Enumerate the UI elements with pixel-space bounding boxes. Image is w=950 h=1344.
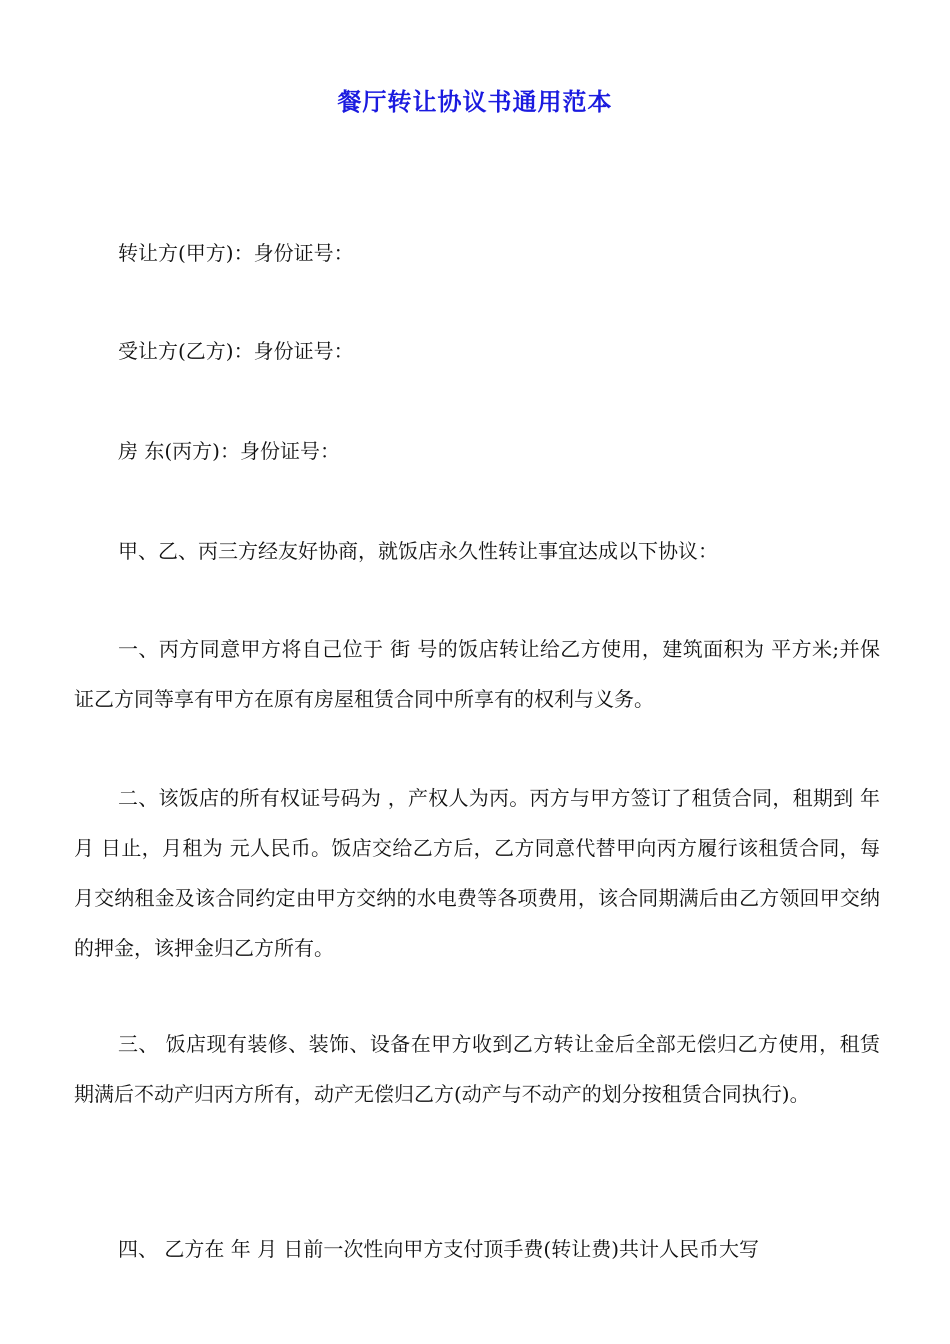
party-a-line: 转让方(甲方)：身份证号： bbox=[118, 241, 354, 265]
intro-paragraph: 甲、乙、丙三方经友好协商，就饭店永久性转让事宜达成以下协议： bbox=[118, 539, 718, 563]
article-2-paragraph: 二、该饭店的所有权证号码为 ，产权人为丙。丙方与甲方签订了租赁合同，租期到 年 月 日止，月租为 元人民币。饭店交给乙方后，乙方同意代替甲向丙方履行该租赁合同，每月交纳租金及该合同约定由甲方交纳的水电费等各项费用，该合同期满后由乙方领回甲交纳的押金，该押金归乙方所有。 bbox=[74, 786, 880, 960]
party-b-line: 受让方(乙方)：身份证号： bbox=[118, 339, 354, 363]
article-1-paragraph: 一、丙方同意甲方将自己位于 街 号的饭店转让给乙方使用，建筑面积为 平方米;并保证乙方同等享有甲方在原有房屋租赁合同中所享有的权利与义务。 bbox=[74, 637, 880, 711]
party-c-line: 房 东(丙方)：身份证号： bbox=[118, 439, 340, 463]
article-3-paragraph: 三、 饭店现有装修、装饰、设备在甲方收到乙方转让金后全部无偿归乙方使用，租赁期满后不动产归丙方所有，动产无偿归乙方(动产与不动产的划分按租赁合同执行)。 bbox=[74, 1032, 880, 1106]
article-4-paragraph: 四、 乙方在 年 月 日前一次性向甲方支付顶手费(转让费)共计人民币大写 bbox=[118, 1237, 760, 1261]
document-title: 餐厅转让协议书通用范本 bbox=[337, 88, 613, 116]
